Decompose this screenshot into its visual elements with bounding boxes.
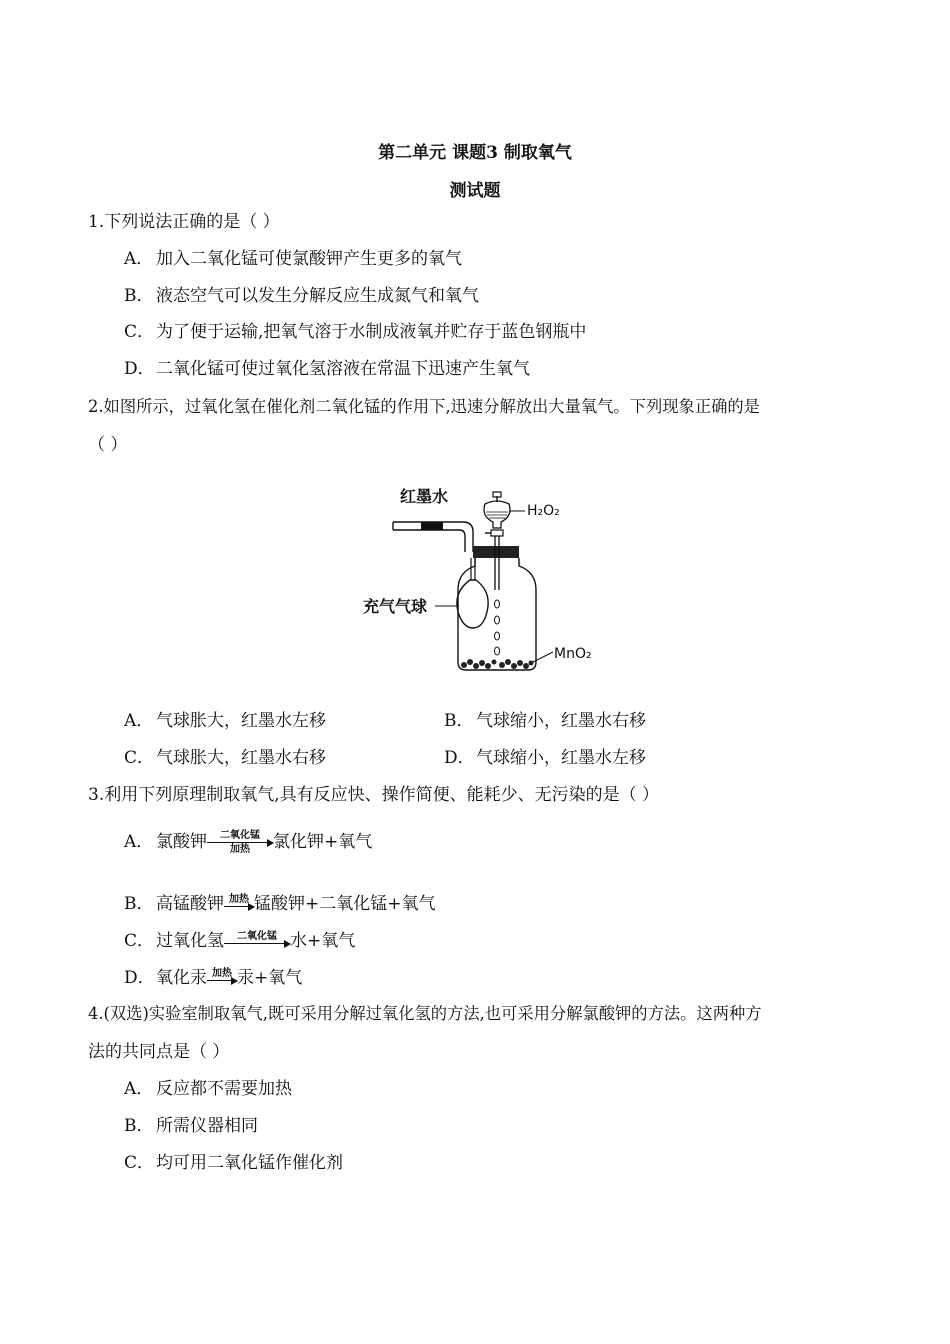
question-4-option-a	[124, 1078, 292, 1100]
option-label: D．	[444, 748, 475, 768]
product: 氯化钾+氧气	[273, 832, 373, 852]
question-2-option-c	[124, 747, 326, 769]
condition-bottom: 加热	[230, 844, 250, 855]
question-3-option-c	[124, 925, 355, 957]
option-label: A．	[124, 832, 154, 852]
question-1-option-b	[124, 285, 479, 307]
question-1-option-d	[124, 358, 530, 380]
question-2-stem-line2: （ ）	[88, 435, 128, 455]
question-3-option-d	[124, 962, 302, 994]
label-red-ink: 红墨水	[400, 487, 449, 506]
reactant: 高锰酸钾	[156, 894, 224, 914]
question-2-option-a	[124, 710, 326, 732]
question-1-option-a	[124, 248, 462, 270]
question-2-option-b	[444, 710, 646, 732]
option-label: B．	[124, 1116, 154, 1136]
question-1-option-c	[124, 321, 586, 343]
option-label: B．	[124, 286, 154, 306]
option-label: C．	[124, 931, 155, 951]
condition-top: 加热	[212, 968, 232, 979]
option-text: 所需仪器相同	[156, 1116, 258, 1136]
option-text: 均可用二氧化锰作催化剂	[156, 1153, 343, 1173]
funnel-bulb	[484, 501, 510, 528]
stopper	[473, 546, 519, 558]
product: 水+氧气	[290, 931, 356, 951]
question-4-stem-line1: 4.(双选)实验室制取氧气,既可采用分解过氧化氢的方法,也可采用分解氯酸钾的方法。这两种方	[88, 1004, 762, 1023]
question-4-stem-line2: 法的共同点是（ ）	[88, 1042, 230, 1062]
option-text: 液态空气可以发生分解反应生成氮气和氧气	[156, 286, 479, 306]
label-mno2: MnO₂	[554, 646, 592, 662]
option-label: A．	[124, 711, 154, 731]
product: 汞+氧气	[237, 968, 303, 988]
page-title: 第二单元 课题3 制取氧气	[378, 143, 572, 163]
tube-inner	[393, 530, 465, 552]
condition-top: 二氧化锰	[220, 830, 260, 841]
question-1-stem: 1.下列说法正确的是（ ）	[88, 212, 280, 232]
label-balloon: 充气气球	[363, 597, 428, 616]
option-text: 气球胀大，红墨水左移	[156, 711, 326, 731]
question-4-option-c	[124, 1152, 343, 1174]
question-3-stem: 3.利用下列原理制取氧气,具有反应快、操作简便、能耗少、无污染的是（ ）	[88, 785, 660, 805]
option-label: A．	[124, 249, 154, 269]
reaction-arrow	[224, 931, 290, 944]
apparatus-figure	[355, 480, 615, 680]
option-text: 气球胀大，红墨水右移	[156, 748, 326, 768]
mno2-particles	[461, 659, 534, 669]
question-3-option-a	[124, 818, 372, 866]
reactant: 过氧化氢	[156, 931, 224, 951]
option-text: 反应都不需要加热	[156, 1079, 292, 1099]
option-text: 气球缩小，红墨水右移	[476, 711, 646, 731]
balloon	[457, 580, 488, 628]
question-4-option-b	[124, 1115, 258, 1137]
option-text: 为了便于运输,把氧气溶于水制成液氧并贮存于蓝色钢瓶中	[156, 322, 587, 342]
option-text: 加入二氧化锰可使氯酸钾产生更多的氧气	[156, 249, 462, 269]
page-subtitle: 测试题	[449, 181, 501, 201]
product: 锰酸钾+二氧化锰+氧气	[254, 894, 436, 914]
label-h2o2: H₂O₂	[527, 503, 560, 519]
option-label: C．	[124, 748, 155, 768]
condition-top: 加热	[229, 894, 249, 905]
option-label: C．	[124, 322, 155, 342]
option-text: 气球缩小，红墨水左移	[476, 748, 646, 768]
reaction-arrow	[207, 968, 237, 981]
condition-top: 二氧化锰	[237, 931, 277, 942]
bottle	[458, 558, 536, 670]
option-label: B．	[444, 711, 474, 731]
reaction-arrow	[224, 894, 254, 907]
option-label: D．	[124, 968, 155, 988]
question-2-stem-line1: 2.如图所示，过氧化氢在催化剂二氧化锰的作用下,迅速分解放出大量氧气。下列现象正确的是	[88, 397, 760, 416]
reaction-arrow	[207, 830, 273, 855]
option-label: C．	[124, 1153, 155, 1173]
question-3-option-b	[124, 888, 436, 920]
question-2-option-d	[444, 747, 646, 769]
reactant: 氯酸钾	[156, 832, 207, 852]
option-label: D．	[124, 359, 155, 379]
option-text: 二氧化锰可使过氧化氢溶液在常温下迅速产生氧气	[156, 359, 530, 379]
option-label: B．	[124, 894, 154, 914]
reactant: 氧化汞	[156, 968, 207, 988]
option-label: A．	[124, 1079, 154, 1099]
red-ink-drop	[421, 522, 443, 530]
